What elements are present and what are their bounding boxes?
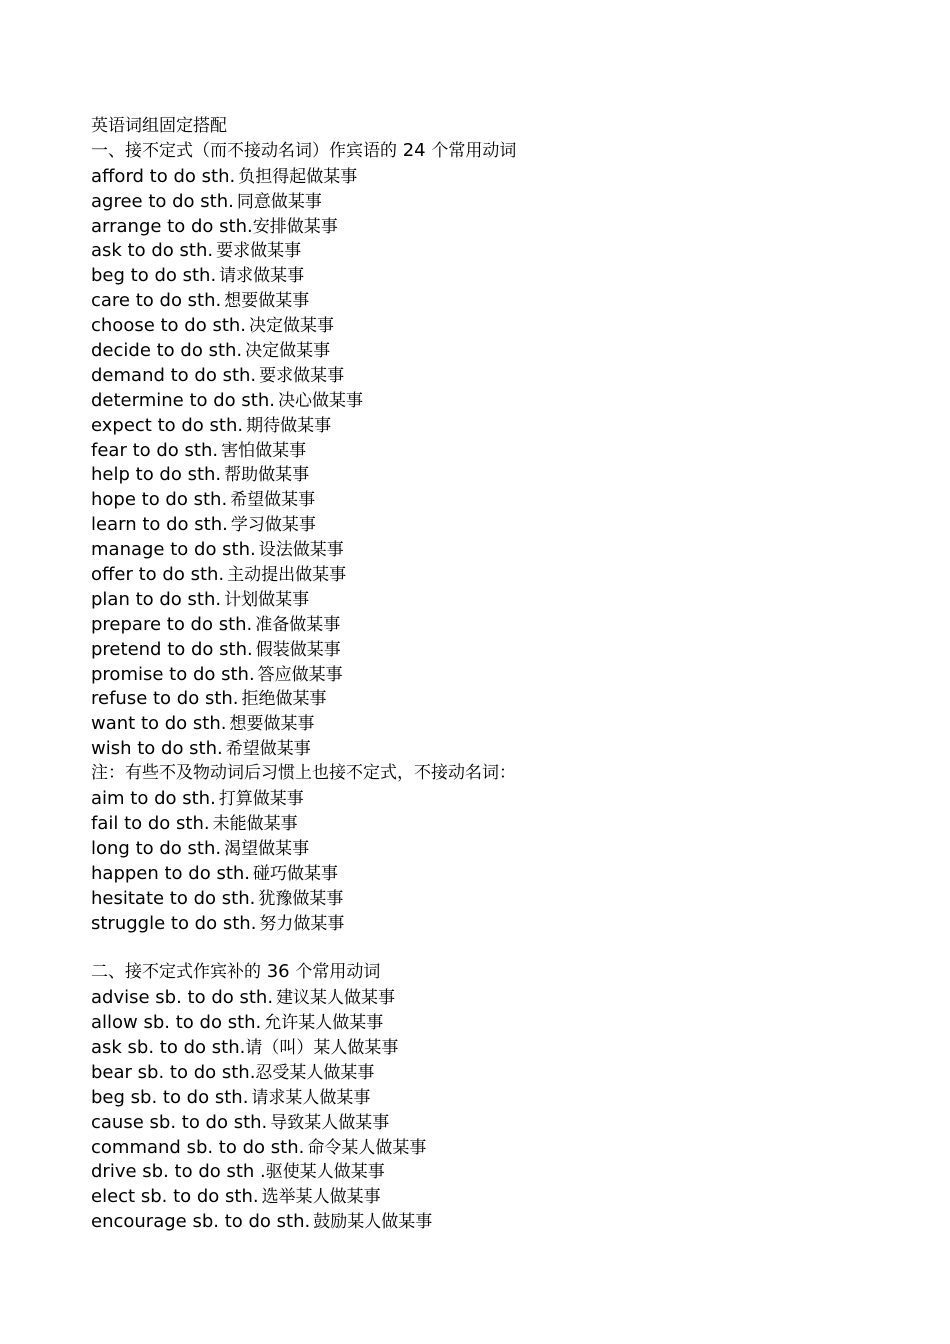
document-page: [91, 114, 911, 1234]
phrase-zh: 未能做某事: [212, 813, 298, 834]
phrase-zh: 努力做某事: [259, 913, 345, 934]
phrase-en: promise to do sth.: [91, 663, 255, 685]
phrase-zh: 拒绝做某事: [241, 689, 327, 710]
phrase-en: agree to do sth.: [91, 190, 234, 212]
section2-heading-prefix: 二、接不定式作宾补的: [91, 962, 261, 983]
phrase-zh: 设法做某事: [258, 540, 344, 561]
list-item: [91, 537, 911, 562]
phrase-en: expect to do sth.: [91, 414, 244, 436]
phrase-en: learn to do sth.: [91, 514, 228, 536]
phrase-zh: 主动提出做某事: [227, 565, 347, 586]
phrase-zh: 允许某人做某事: [264, 1013, 384, 1034]
list-item: [91, 388, 911, 413]
list-item: [91, 1159, 911, 1184]
phrase-zh: 想要做某事: [229, 714, 315, 735]
phrase-zh: 犹豫做某事: [258, 888, 344, 909]
phrase-zh: 请（叫）某人做某事: [245, 1037, 399, 1058]
phrase-zh: 鼓励某人做某事: [313, 1212, 433, 1233]
document-title: 英语词组固定搭配: [91, 116, 227, 136]
phrase-zh: 帮助做某事: [224, 465, 310, 486]
phrase-en: determine to do sth.: [91, 389, 275, 411]
phrase-en: drive sb. to do sth .: [91, 1161, 266, 1183]
section1-heading: [91, 139, 911, 164]
section1-list: [91, 164, 911, 761]
list-item: [91, 512, 911, 537]
phrase-zh: 要求做某事: [259, 365, 345, 386]
phrase-zh: 忍受某人做某事: [255, 1062, 375, 1083]
phrase-en: aim to do sth.: [91, 788, 216, 810]
section1-heading-suffix: 个常用动词: [431, 140, 517, 161]
list-item: [91, 438, 911, 463]
list-item: [91, 338, 911, 363]
phrase-zh: 请求做某事: [219, 266, 305, 287]
list-item: [91, 189, 911, 214]
list-item: [91, 1085, 911, 1110]
phrase-en: command sb. to do sth.: [91, 1136, 305, 1158]
list-item: [91, 1135, 911, 1160]
section2-heading-number: 36: [261, 961, 296, 983]
phrase-en: hesitate to do sth.: [91, 887, 256, 909]
list-item: [91, 1184, 911, 1209]
list-item: [91, 811, 911, 836]
phrase-zh: 决定做某事: [245, 341, 331, 362]
list-item: [91, 662, 911, 687]
phrase-en: arrange to do sth.: [91, 215, 253, 237]
phrase-en: wish to do sth.: [91, 738, 223, 760]
phrase-zh: 准备做某事: [255, 614, 341, 635]
phrase-en: happen to do sth.: [91, 862, 251, 884]
phrase-zh: 命令某人做某事: [307, 1137, 427, 1158]
list-item: [91, 363, 911, 388]
phrase-zh: 决心做某事: [277, 390, 363, 411]
section2-list: [91, 985, 911, 1234]
phrase-en: plan to do sth.: [91, 588, 222, 610]
phrase-en: offer to do sth.: [91, 564, 225, 586]
phrase-en: bear sb. to do sth.: [91, 1061, 256, 1083]
list-item: [91, 487, 911, 512]
list-item: [91, 214, 911, 239]
section2-heading: [91, 960, 911, 985]
phrase-zh: 建议某人做某事: [276, 988, 396, 1009]
list-item: [91, 1209, 911, 1234]
list-item: [91, 562, 911, 587]
list-item: [91, 288, 911, 313]
list-item: [91, 637, 911, 662]
phrase-en: help to do sth.: [91, 464, 222, 486]
list-item: [91, 886, 911, 911]
list-item: [91, 1035, 911, 1060]
phrase-en: decide to do sth.: [91, 340, 243, 362]
phrase-en: choose to do sth.: [91, 315, 247, 337]
list-item: [91, 786, 911, 811]
phrase-zh: 希望做某事: [225, 739, 311, 760]
phrase-en: afford to do sth.: [91, 165, 236, 187]
phrase-zh: 导致某人做某事: [270, 1112, 390, 1133]
phrase-en: beg sb. to do sth.: [91, 1086, 249, 1108]
phrase-zh: 驱使某人做某事: [265, 1162, 385, 1183]
section1-note: 注：有些不及物动词后习惯上也接不定式，不接动名词：: [91, 763, 516, 784]
list-item: [91, 911, 911, 936]
list-item: [91, 985, 911, 1010]
list-item: [91, 462, 911, 487]
phrase-zh: 要求做某事: [216, 241, 302, 262]
list-item: [91, 1060, 911, 1085]
list-item: [91, 263, 911, 288]
phrase-zh: 同意做某事: [236, 191, 322, 212]
list-item: [91, 1110, 911, 1135]
phrase-en: demand to do sth.: [91, 364, 257, 386]
list-item: [91, 413, 911, 438]
blank-line: [91, 935, 911, 960]
phrase-en: fail to do sth.: [91, 812, 210, 834]
phrase-en: care to do sth.: [91, 290, 222, 312]
phrase-zh: 选举某人做某事: [261, 1187, 381, 1208]
phrase-en: ask to do sth.: [91, 240, 214, 262]
section2-heading-suffix: 个常用动词: [295, 962, 381, 983]
phrase-zh: 期待做某事: [246, 415, 332, 436]
phrase-zh: 答应做某事: [257, 664, 343, 685]
phrase-zh: 害怕做某事: [221, 440, 307, 461]
phrase-en: pretend to do sth.: [91, 638, 253, 660]
section1-heading-prefix: 一、接不定式（而不接动名词）作宾语的: [91, 140, 397, 161]
phrase-zh: 安排做某事: [252, 216, 338, 237]
phrase-en: elect sb. to do sth.: [91, 1186, 259, 1208]
phrase-en: refuse to do sth.: [91, 688, 239, 710]
phrase-zh: 碰巧做某事: [253, 863, 339, 884]
phrase-zh: 希望做某事: [230, 490, 316, 511]
list-item: [91, 836, 911, 861]
phrase-en: hope to do sth.: [91, 489, 228, 511]
phrase-en: want to do sth.: [91, 713, 227, 735]
phrase-en: cause sb. to do sth.: [91, 1111, 268, 1133]
phrase-zh: 假装做某事: [255, 639, 341, 660]
phrase-en: encourage sb. to do sth.: [91, 1211, 311, 1233]
list-item: [91, 587, 911, 612]
list-item: [91, 612, 911, 637]
phrase-zh: 负担得起做某事: [238, 166, 358, 187]
list-item: [91, 736, 911, 761]
section1-heading-number: 24: [397, 139, 432, 161]
phrase-en: struggle to do sth.: [91, 912, 257, 934]
phrase-en: advise sb. to do sth.: [91, 987, 274, 1009]
phrase-zh: 请求某人做某事: [251, 1087, 371, 1108]
phrase-en: fear to do sth.: [91, 439, 219, 461]
phrase-en: ask sb. to do sth.: [91, 1036, 246, 1058]
list-item: [91, 1010, 911, 1035]
phrase-en: beg to do sth.: [91, 265, 217, 287]
phrase-en: long to do sth.: [91, 837, 222, 859]
list-item: [91, 861, 911, 886]
phrase-zh: 决定做某事: [249, 316, 335, 337]
phrase-zh: 学习做某事: [230, 515, 316, 536]
phrase-en: manage to do sth.: [91, 539, 256, 561]
phrase-zh: 渴望做某事: [224, 838, 310, 859]
phrase-zh: 打算做某事: [218, 789, 304, 810]
list-item: [91, 238, 911, 263]
phrase-en: prepare to do sth.: [91, 613, 253, 635]
section1-note-list: [91, 786, 911, 935]
list-item: [91, 686, 911, 711]
list-item: [91, 313, 911, 338]
phrase-zh: 计划做某事: [224, 589, 310, 610]
list-item: [91, 711, 911, 736]
list-item: [91, 164, 911, 189]
phrase-zh: 想要做某事: [224, 291, 310, 312]
phrase-en: allow sb. to do sth.: [91, 1012, 262, 1034]
